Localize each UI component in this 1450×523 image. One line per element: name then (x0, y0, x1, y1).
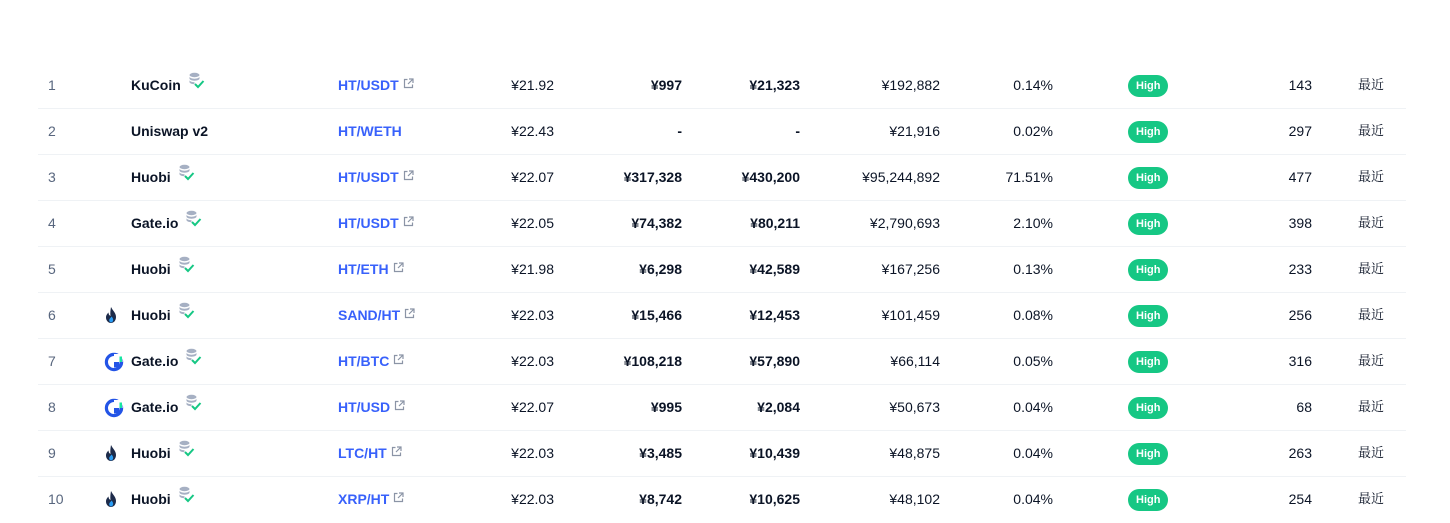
depth-plus-value: ¥74,382 (631, 215, 682, 231)
rank-number: 5 (48, 261, 56, 277)
liquidity-score-value: 398 (1288, 215, 1312, 231)
depth-minus-value: ¥10,439 (749, 445, 800, 461)
exchange-name[interactable]: Gate.io (131, 353, 179, 369)
confidence-badge: High (1128, 489, 1168, 511)
table-row-7[interactable] (38, 339, 1406, 385)
depth-plus-value: ¥995 (650, 399, 682, 415)
liquidity-score-value: 297 (1288, 123, 1312, 139)
exchange-name-cell[interactable] (131, 247, 195, 292)
rank-number: 4 (48, 215, 56, 231)
pair-cell[interactable] (338, 431, 402, 476)
depth-minus-value: ¥21,323 (749, 77, 800, 93)
volume-percent-value: 0.04% (1013, 445, 1053, 461)
confidence-cell (1128, 385, 1168, 430)
exchange-name[interactable]: Huobi (131, 491, 171, 507)
price-value: ¥22.05 (511, 215, 554, 231)
pair-cell[interactable] (338, 155, 414, 200)
volume-value: ¥101,459 (881, 307, 940, 323)
volume-percent-value: 2.10% (1013, 215, 1053, 231)
liquidity-score-value: 256 (1288, 307, 1312, 323)
pair-cell[interactable] (338, 63, 414, 108)
rank-number: 3 (48, 169, 56, 185)
external-link-icon[interactable] (403, 154, 414, 199)
confidence-badge: High (1128, 351, 1168, 373)
updated-value: 最近 (1357, 308, 1384, 323)
liquidity-score-value: 254 (1288, 491, 1312, 507)
verified-icon (184, 338, 202, 383)
updated-value: 最近 (1357, 354, 1384, 369)
updated-value: 最近 (1357, 78, 1384, 93)
updated-value: 最近 (1357, 262, 1384, 277)
confidence-badge: High (1128, 213, 1168, 235)
table-row-3[interactable] (38, 155, 1406, 201)
verified-icon (177, 430, 195, 475)
exchange-name-cell[interactable] (131, 431, 195, 476)
depth-minus-value: ¥12,453 (749, 307, 800, 323)
depth-minus-value: ¥2,084 (757, 399, 800, 415)
pair-cell[interactable] (338, 109, 402, 154)
volume-percent-value: 0.04% (1013, 399, 1053, 415)
volume-percent-value: 0.13% (1013, 261, 1053, 277)
external-link-icon[interactable] (393, 476, 404, 521)
verified-icon (177, 292, 195, 337)
external-link-icon[interactable] (404, 292, 415, 337)
volume-percent-value: 0.14% (1013, 77, 1053, 93)
pair-link[interactable]: XRP/HT (338, 491, 390, 507)
external-link-icon[interactable] (391, 430, 402, 475)
updated-value: 最近 (1357, 400, 1384, 415)
rank-number: 10 (48, 491, 64, 507)
liquidity-score-value: 477 (1288, 169, 1312, 185)
pair-cell[interactable] (338, 339, 404, 384)
price-value: ¥21.92 (511, 77, 554, 93)
external-link-icon[interactable] (394, 384, 405, 429)
verified-icon (177, 476, 195, 521)
depth-plus-value: ¥3,485 (639, 445, 682, 461)
rank-number: 2 (48, 123, 56, 139)
price-value: ¥22.43 (511, 123, 554, 139)
volume-percent-value: 0.05% (1013, 353, 1053, 369)
volume-value: ¥95,244,892 (862, 169, 940, 185)
liquidity-score-value: 143 (1288, 77, 1312, 93)
pair-cell[interactable] (338, 247, 404, 292)
exchange-name[interactable]: Huobi (131, 445, 171, 461)
confidence-badge: High (1128, 259, 1168, 281)
verified-icon (177, 154, 195, 199)
volume-value: ¥21,916 (889, 123, 940, 139)
depth-minus-value: ¥430,200 (741, 169, 800, 185)
gateio-logo-icon (104, 339, 124, 384)
depth-minus-value: ¥42,589 (749, 261, 800, 277)
exchange-logo-empty (104, 155, 124, 200)
table-row-2[interactable] (38, 109, 1406, 155)
price-value: ¥22.03 (511, 445, 554, 461)
exchange-name-cell[interactable] (131, 201, 202, 246)
table-row-8[interactable] (38, 385, 1406, 431)
depth-plus-value: ¥8,742 (639, 491, 682, 507)
huobi-logo-icon (104, 293, 124, 338)
volume-percent-value: 71.51% (1005, 169, 1053, 185)
volume-value: ¥48,102 (889, 491, 940, 507)
external-link-icon[interactable] (403, 62, 414, 107)
verified-icon (177, 246, 195, 291)
exchange-name[interactable]: Huobi (131, 261, 171, 277)
exchange-name-cell[interactable] (131, 109, 208, 154)
price-value: ¥22.03 (511, 307, 554, 323)
confidence-cell (1128, 201, 1168, 246)
pair-cell[interactable] (338, 385, 405, 430)
verified-icon (184, 384, 202, 429)
volume-value: ¥48,875 (889, 445, 940, 461)
rank-number: 6 (48, 307, 56, 323)
verified-icon (187, 62, 205, 107)
rank-number: 8 (48, 399, 56, 415)
price-value: ¥22.07 (511, 399, 554, 415)
price-value: ¥22.03 (511, 353, 554, 369)
rank-number: 1 (48, 77, 56, 93)
exchange-name-cell[interactable] (131, 385, 202, 430)
updated-value: 最近 (1357, 216, 1384, 231)
volume-percent-value: 0.08% (1013, 307, 1053, 323)
pair-cell[interactable] (338, 293, 415, 338)
depth-plus-value: ¥997 (650, 77, 682, 93)
pair-link[interactable]: LTC/HT (338, 445, 387, 461)
external-link-icon[interactable] (393, 338, 404, 383)
rank-number: 7 (48, 353, 56, 369)
confidence-cell (1128, 431, 1168, 476)
volume-percent-value: 0.04% (1013, 491, 1053, 507)
liquidity-score-value: 316 (1288, 353, 1312, 369)
depth-minus-value: ¥57,890 (749, 353, 800, 369)
external-link-icon[interactable] (403, 200, 414, 245)
price-value: ¥22.07 (511, 169, 554, 185)
exchange-name-cell[interactable] (131, 293, 195, 338)
price-value: ¥22.03 (511, 491, 554, 507)
huobi-logo-icon (104, 431, 124, 476)
rank-number: 9 (48, 445, 56, 461)
confidence-cell (1128, 109, 1168, 154)
liquidity-score-value: 233 (1288, 261, 1312, 277)
updated-value: 最近 (1357, 446, 1384, 461)
pair-link[interactable]: HT/USDT (338, 77, 399, 93)
exchange-name-cell[interactable] (131, 339, 202, 384)
confidence-badge: High (1128, 397, 1168, 419)
confidence-badge: High (1128, 121, 1168, 143)
pair-link[interactable]: HT/WETH (338, 123, 402, 139)
table-row-4[interactable] (38, 201, 1406, 247)
liquidity-score-value: 263 (1288, 445, 1312, 461)
volume-value: ¥167,256 (881, 261, 940, 277)
exchange-name[interactable]: Huobi (131, 307, 171, 323)
confidence-badge: High (1128, 167, 1168, 189)
exchange-name[interactable]: Gate.io (131, 399, 179, 415)
updated-value: 最近 (1357, 124, 1384, 139)
depth-minus-value: - (795, 123, 800, 139)
volume-value: ¥50,673 (889, 399, 940, 415)
confidence-cell (1128, 247, 1168, 292)
confidence-cell (1128, 293, 1168, 338)
exchange-logo-empty (104, 109, 124, 154)
volume-percent-value: 0.02% (1013, 123, 1053, 139)
pair-cell[interactable] (338, 201, 414, 246)
depth-plus-value: ¥317,328 (623, 169, 682, 185)
confidence-badge: High (1128, 443, 1168, 465)
exchange-name[interactable]: Uniswap v2 (131, 123, 209, 139)
liquidity-score-value: 68 (1296, 399, 1312, 415)
confidence-cell (1128, 155, 1168, 200)
table-row-5[interactable] (38, 247, 1406, 293)
pair-link[interactable]: HT/ETH (338, 261, 389, 277)
depth-minus-value: ¥80,211 (750, 215, 800, 231)
exchange-name[interactable]: Gate.io (131, 215, 179, 231)
depth-plus-value: ¥15,466 (631, 307, 682, 323)
table-row-1[interactable] (38, 63, 1406, 109)
external-link-icon[interactable] (393, 246, 404, 291)
markets-table (38, 63, 1406, 522)
confidence-cell (1128, 63, 1168, 108)
confidence-cell (1128, 339, 1168, 384)
table-row-6[interactable] (38, 293, 1406, 339)
pair-link[interactable]: HT/BTC (338, 353, 390, 369)
table-row-9[interactable] (38, 431, 1406, 477)
exchange-name-cell[interactable] (131, 155, 195, 200)
updated-value: 最近 (1357, 170, 1384, 185)
pair-link[interactable]: SAND/HT (338, 307, 401, 323)
exchange-name[interactable]: Huobi (131, 169, 171, 185)
exchange-logo-empty (104, 63, 124, 108)
pair-link[interactable]: HT/USD (338, 399, 391, 415)
volume-value: ¥192,882 (881, 77, 940, 93)
updated-value: 最近 (1357, 492, 1384, 507)
gateio-logo-icon (104, 385, 124, 430)
confidence-badge: High (1128, 75, 1168, 97)
volume-value: ¥66,114 (890, 353, 940, 369)
depth-minus-value: ¥10,625 (749, 491, 800, 507)
depth-plus-value: ¥6,298 (639, 261, 682, 277)
verified-icon (184, 200, 202, 245)
depth-plus-value: ¥108,218 (623, 353, 682, 369)
pair-link[interactable]: HT/USDT (338, 169, 399, 185)
exchange-name-cell[interactable] (131, 63, 205, 108)
depth-plus-value: - (677, 123, 682, 139)
exchange-name[interactable]: KuCoin (131, 77, 181, 93)
pair-link[interactable]: HT/USDT (338, 215, 399, 231)
volume-value: ¥2,790,693 (869, 215, 940, 231)
exchange-logo-empty (104, 247, 124, 292)
price-value: ¥21.98 (511, 261, 554, 277)
exchange-logo-empty (104, 201, 124, 246)
confidence-badge: High (1128, 305, 1168, 327)
